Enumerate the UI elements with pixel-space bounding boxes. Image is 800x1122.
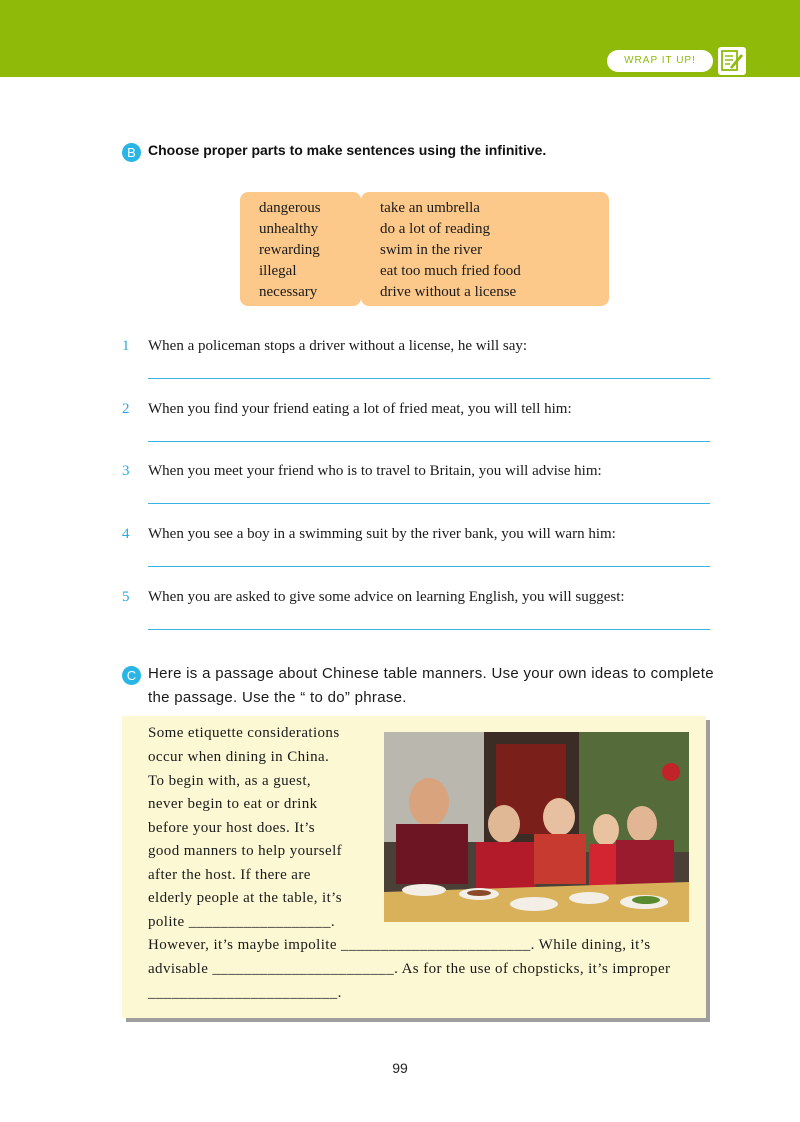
- section-c-badge: C: [122, 666, 141, 685]
- answer-line[interactable]: [148, 629, 710, 630]
- section-b-badge: B: [122, 143, 141, 162]
- adjective-item: dangerous: [259, 200, 321, 216]
- passage-line: never begin to eat or drink: [148, 796, 318, 812]
- question-text: When a policeman stops a driver without a license, he will say:: [148, 338, 528, 354]
- phrase-item: eat too much fried food: [380, 263, 521, 279]
- question-1: [0, 338, 800, 398]
- question-number: 4: [122, 526, 130, 542]
- passage-line: advisable _______________________. As for the use of chopsticks, it’s improper: [148, 961, 671, 977]
- question-number: 5: [122, 589, 130, 605]
- question-3: [0, 463, 800, 523]
- answer-line[interactable]: [148, 441, 710, 442]
- passage-line: good manners to help yourself: [148, 843, 343, 859]
- phrase-item: do a lot of reading: [380, 221, 490, 237]
- passage-line: However, it’s maybe impolite ________________________. While dining, it’s: [148, 937, 651, 953]
- passage-line: occur when dining in China.: [148, 749, 330, 765]
- adjective-item: illegal: [259, 263, 297, 279]
- adjective-item: rewarding: [259, 242, 320, 258]
- question-text: When you meet your friend who is to travel to Britain, you will advise him:: [148, 463, 602, 479]
- phrase-item: swim in the river: [380, 242, 483, 258]
- notepad-pencil-icon: [718, 47, 746, 75]
- phrase-item: drive without a license: [380, 284, 517, 300]
- passage-line: elderly people at the table, it’s: [148, 890, 342, 906]
- question-2: [0, 401, 800, 461]
- passage-line: before your host does. It’s: [148, 820, 316, 836]
- passage-line: after the host. If there are: [148, 867, 311, 883]
- passage-line: Some etiquette considerations: [148, 725, 340, 741]
- passage-line: ________________________.: [148, 985, 342, 1001]
- question-5: [0, 589, 800, 649]
- section-tag: WRAP IT UP!: [607, 50, 713, 72]
- question-text: When you see a boy in a swimming suit by the river bank, you will warn him:: [148, 526, 616, 542]
- question-4: [0, 526, 800, 586]
- family-dinner-photo: [384, 732, 689, 922]
- question-text: When you are asked to give some advice on learning English, you will suggest:: [148, 589, 625, 605]
- adjective-box: [240, 192, 361, 306]
- question-number: 1: [122, 338, 130, 354]
- page-number: 99: [392, 1060, 408, 1076]
- question-number: 2: [122, 401, 130, 417]
- question-number: 3: [122, 463, 130, 479]
- passage-line: polite __________________.: [148, 914, 336, 930]
- answer-line[interactable]: [148, 566, 710, 567]
- section-b-instruction: Choose proper parts to make sentences using the infinitive.: [148, 142, 547, 158]
- section-c-instruction: Here is a passage about Chinese table manners. Use your own ideas to complete the passage. Use the “ to do” phrase.: [148, 665, 714, 706]
- adjective-item: unhealthy: [259, 221, 319, 237]
- passage-line: To begin with, as a guest,: [148, 773, 312, 789]
- adjective-item: necessary: [259, 284, 318, 300]
- answer-line[interactable]: [148, 503, 710, 504]
- answer-line[interactable]: [148, 378, 710, 379]
- question-text: When you find your friend eating a lot of fried meat, you will tell him:: [148, 401, 572, 417]
- phrase-item: take an umbrella: [380, 200, 480, 216]
- phrase-box: [361, 192, 609, 306]
